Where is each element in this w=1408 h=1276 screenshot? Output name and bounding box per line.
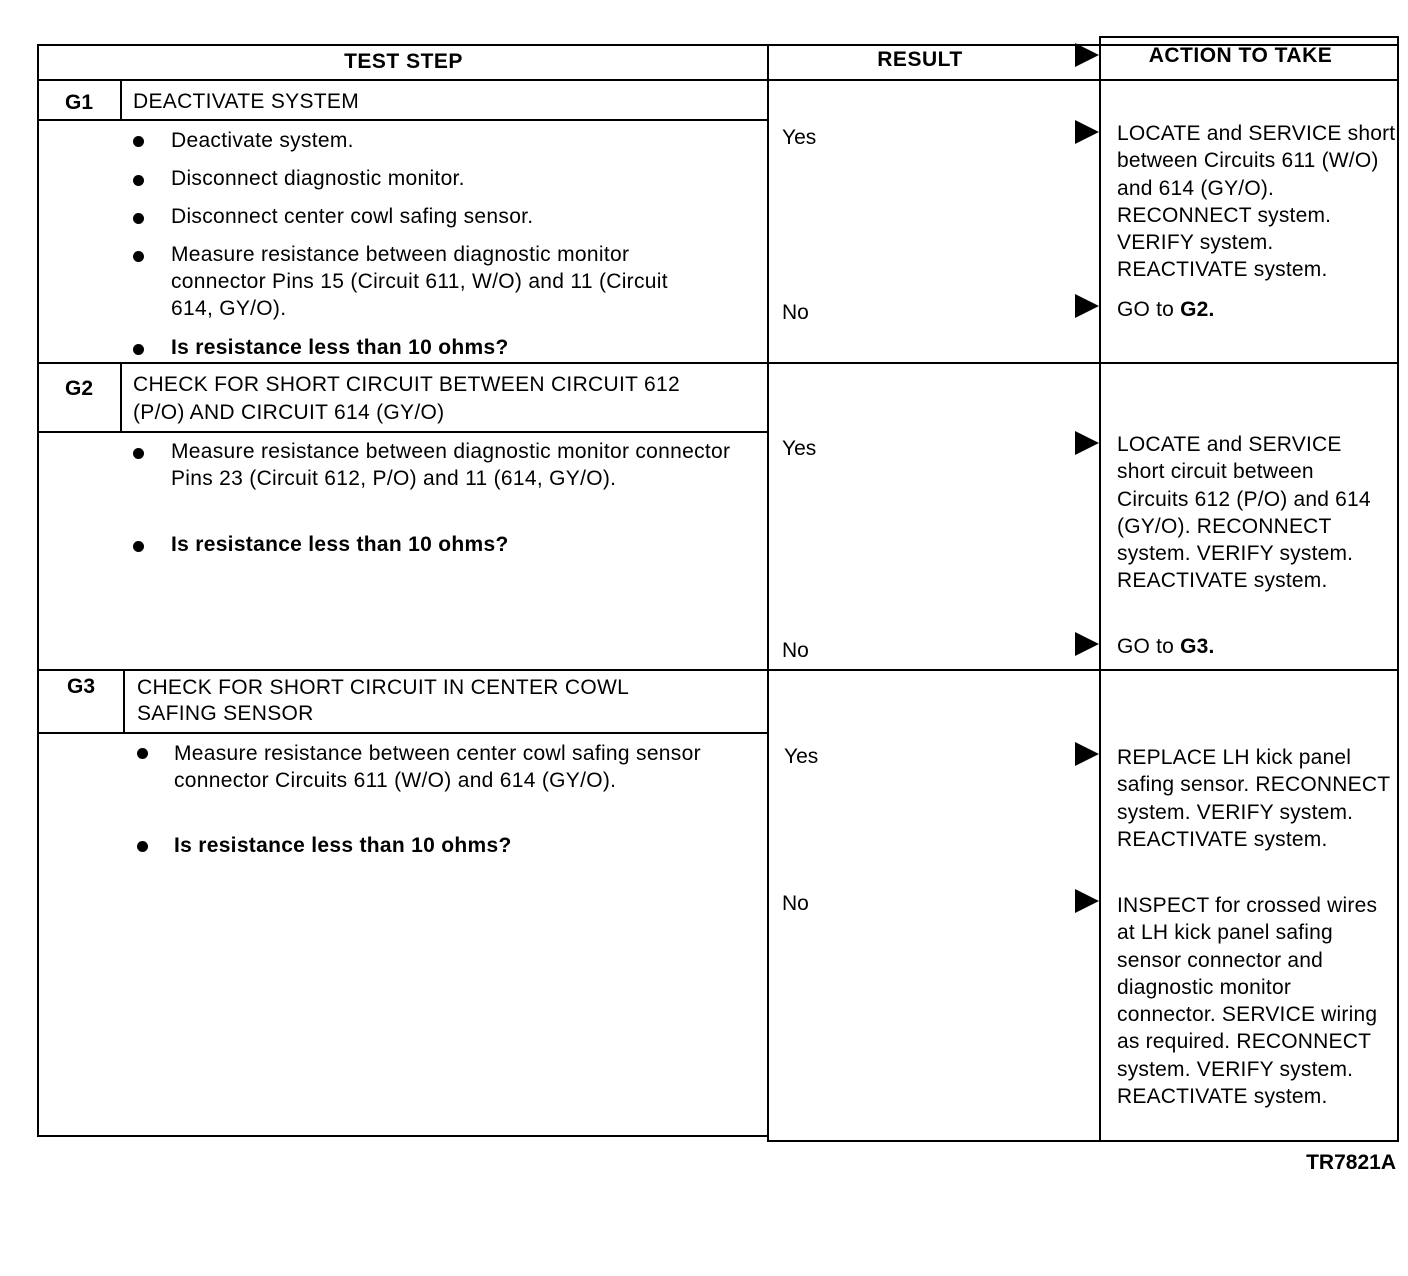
bullet-icon bbox=[133, 175, 144, 186]
result-column-divider bbox=[767, 44, 769, 1142]
table-bottom-border bbox=[37, 1135, 769, 1137]
g2-tag-divider bbox=[120, 362, 122, 432]
bullet-icon bbox=[137, 841, 148, 852]
header-result: RESULT bbox=[877, 48, 963, 71]
g1-question: Is resistance less than 10 ohms? bbox=[171, 336, 509, 359]
arrow-icon bbox=[1075, 120, 1099, 144]
g2-bullet-1: Measure resistance between diagnostic monitor connector Pins 23 (Circuit 612, P/O) and 11 (614, GY/O). bbox=[171, 440, 731, 490]
table-bottom-border-right bbox=[767, 1140, 1399, 1142]
g2-title-bottom bbox=[37, 431, 769, 433]
g1-section-bottom bbox=[37, 362, 1399, 364]
arrow-icon bbox=[1075, 742, 1099, 766]
g2-action-no: GO to G3. bbox=[1117, 635, 1215, 658]
g2-result-yes: Yes bbox=[782, 437, 817, 460]
g1-action-no: GO to G2. bbox=[1117, 298, 1215, 321]
step-title-g2: CHECK FOR SHORT CIRCUIT BETWEEN CIRCUIT 612 (P/O) AND CIRCUIT 614 (GY/O) bbox=[133, 373, 680, 424]
g2-action-yes: LOCATE and SERVICE short circuit between Circuits 612 (P/O) and 614 (GY/O). RECONNECT system. VERIFY system. REACTIVATE system. bbox=[1117, 433, 1371, 593]
step-title-g3: CHECK FOR SHORT CIRCUIT IN CENTER COWL SAFING SENSOR bbox=[137, 676, 629, 725]
bullet-icon bbox=[133, 541, 144, 552]
table-left-border bbox=[37, 44, 39, 1137]
action-header-top-border bbox=[1099, 36, 1399, 38]
g1-result-yes: Yes bbox=[782, 126, 817, 149]
figure-id: TR7821A bbox=[1306, 1151, 1396, 1174]
bullet-icon bbox=[133, 344, 144, 355]
g3-tag-divider bbox=[123, 669, 125, 733]
g1-bullet-3: Disconnect center cowl safing sensor. bbox=[171, 205, 534, 228]
arrow-icon bbox=[1075, 294, 1099, 318]
g3-result-no: No bbox=[782, 892, 809, 915]
arrow-icon bbox=[1075, 632, 1099, 656]
g1-action-yes: LOCATE and SERVICE short between Circuits 611 (W/O) and 614 (GY/O). RECONNECT system. VERIFY system. REACTIVATE system. bbox=[1117, 122, 1396, 282]
g3-result-yes: Yes bbox=[784, 745, 819, 768]
g2-result-no: No bbox=[782, 639, 809, 662]
g1-tag-divider bbox=[120, 79, 122, 119]
bullet-icon bbox=[133, 213, 144, 224]
arrow-icon bbox=[1075, 431, 1099, 455]
action-column-divider bbox=[1099, 36, 1101, 1142]
header-bottom-border bbox=[37, 79, 1399, 81]
g3-question: Is resistance less than 10 ohms? bbox=[174, 834, 512, 857]
bullet-icon bbox=[137, 748, 148, 759]
g2-question: Is resistance less than 10 ohms? bbox=[171, 533, 509, 556]
g3-action-no: INSPECT for crossed wires at LH kick panel safing sensor connector and diagnostic monitor connector. SERVICE wiring as required. RECONNECT system. VERIFY system. REACTIVATE system. bbox=[1117, 894, 1378, 1109]
g1-bullet-4: Measure resistance between diagnostic monitor connector Pins 15 (Circuit 611, W/O) and 11 (Circuit 614, GY/O). bbox=[171, 243, 668, 320]
bullet-icon bbox=[133, 136, 144, 147]
arrow-icon bbox=[1075, 889, 1099, 913]
bullet-icon bbox=[133, 448, 144, 459]
g1-bullet-2: Disconnect diagnostic monitor. bbox=[171, 167, 465, 190]
step-id-g2: G2 bbox=[64, 377, 93, 400]
step-id-g3: G3 bbox=[66, 675, 95, 698]
g1-title-bottom bbox=[37, 119, 769, 121]
g3-action-yes: REPLACE LH kick panel safing sensor. RECONNECT system. VERIFY system. REACTIVATE system. bbox=[1117, 746, 1390, 851]
header-arrow-icon bbox=[1075, 43, 1099, 67]
step-id-g1: G1 bbox=[64, 91, 93, 114]
step-title-g1: DEACTIVATE SYSTEM bbox=[133, 90, 360, 113]
header-test-step: TEST STEP bbox=[344, 50, 463, 73]
header-action-to-take: ACTION TO TAKE bbox=[1148, 44, 1333, 67]
bullet-icon bbox=[133, 251, 144, 262]
g3-bullet-1: Measure resistance between center cowl safing sensor connector Circuits 611 (W/O) and 614 (GY/O). bbox=[174, 742, 701, 792]
g1-result-no: No bbox=[782, 301, 809, 324]
g1-bullet-1: Deactivate system. bbox=[171, 129, 354, 152]
g2-section-bottom bbox=[37, 669, 1399, 671]
g3-title-bottom bbox=[37, 732, 769, 734]
